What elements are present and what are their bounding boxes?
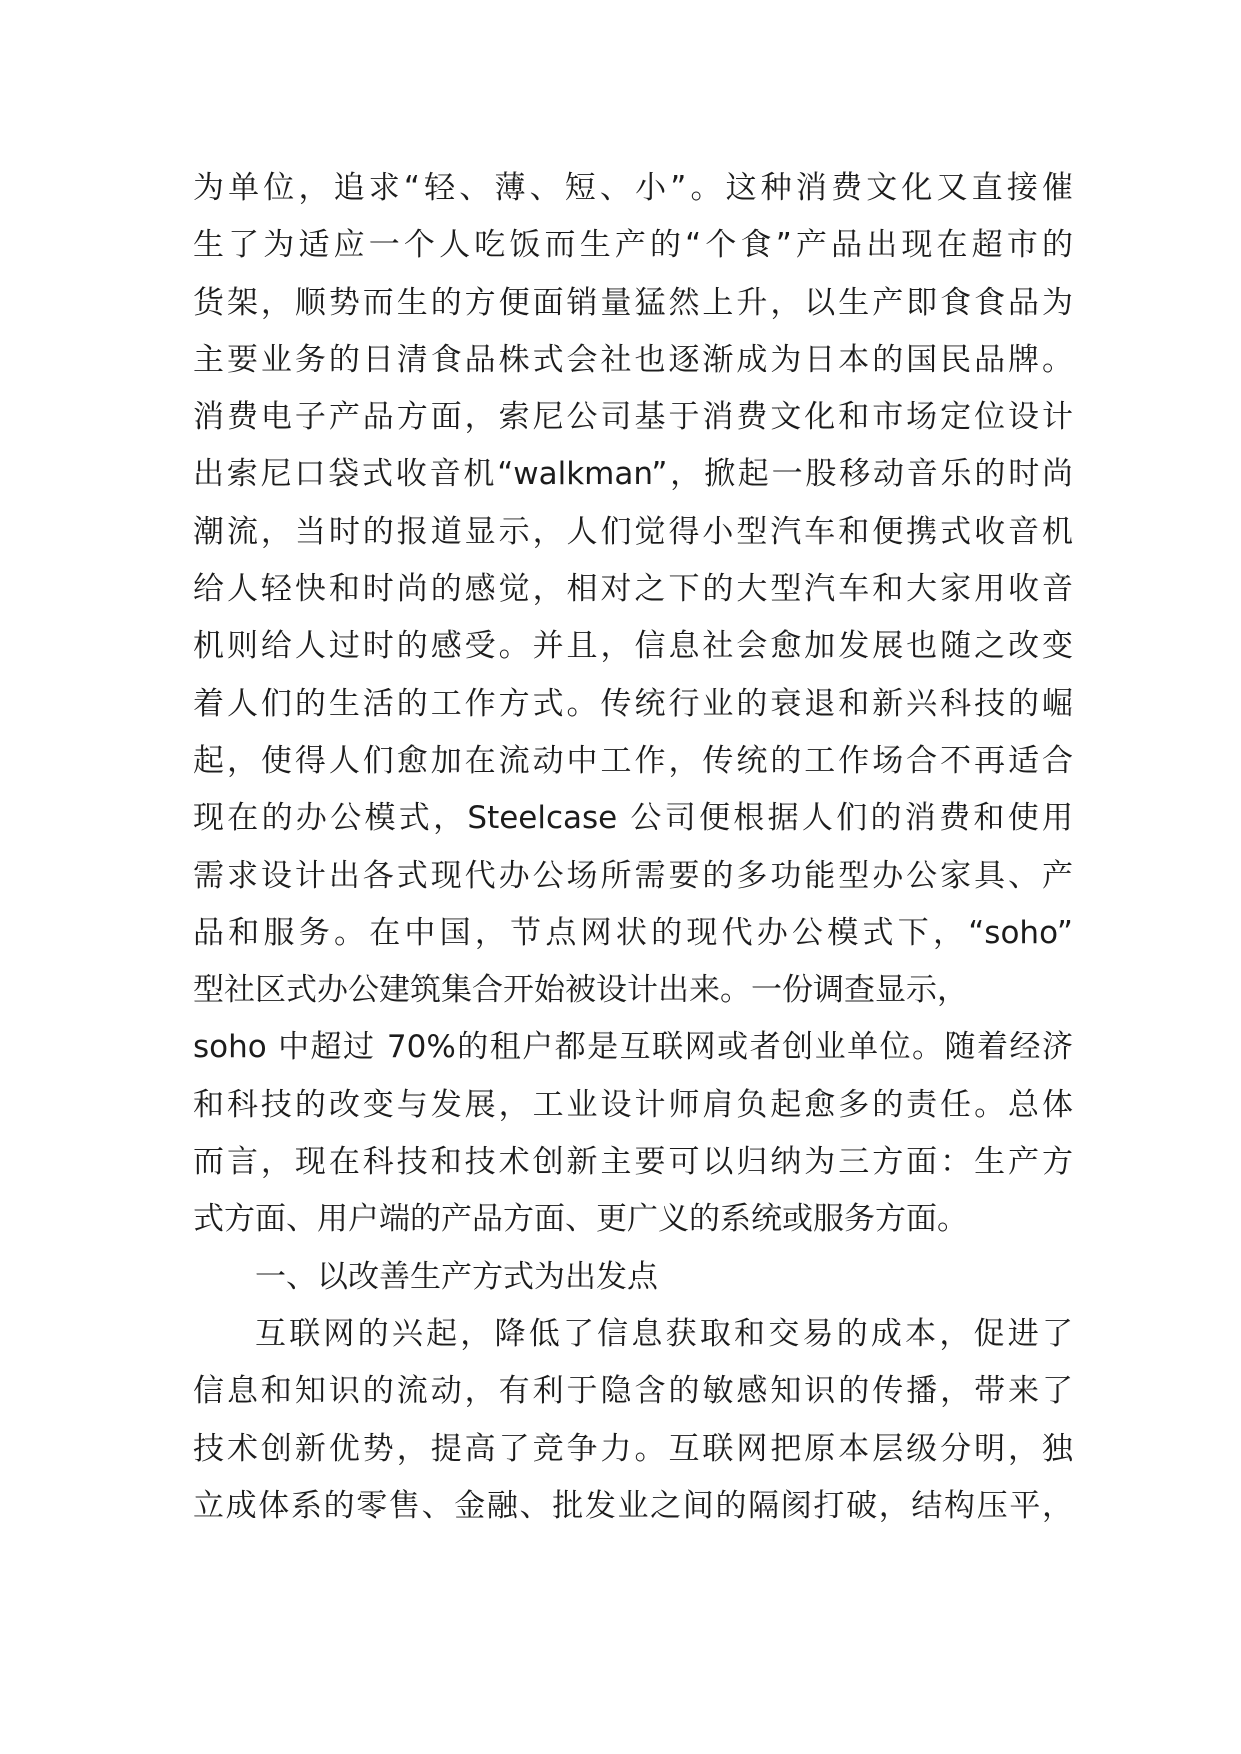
text-line: 出索尼口袋式收音机“walkman”，掀起一股移动音乐的时尚: [193, 456, 1073, 493]
text-line: 信息和知识的流动，有利于隐含的敏感知识的传播，带来了: [193, 1373, 1073, 1410]
text-line: 式方面、用户端的产品方面、更广义的系统或服务方面。: [193, 1201, 968, 1238]
section-heading: 一、以改善生产方式为出发点: [255, 1258, 658, 1295]
text-line: 品和服务。在中国，节点网状的现代办公模式下，“soho”: [193, 914, 1073, 951]
body-text: [193, 160, 1073, 1535]
text-line: 潮流，当时的报道显示，人们觉得小型汽车和便携式收音机: [193, 513, 1073, 550]
text-line: 互联网的兴起，降低了信息获取和交易的成本，促进了: [255, 1315, 1073, 1352]
text-line: 生了为适应一个人吃饭而生产的“个食”产品出现在超市的: [193, 227, 1073, 264]
text-line: 现在的办公模式，Steelcase 公司便根据人们的消费和使用: [193, 800, 1073, 837]
text-line: 和科技的改变与发展，工业设计师肩负起愈多的责任。总体: [193, 1086, 1073, 1123]
text-line: 货架，顺势而生的方便面销量猛然上升，以生产即食食品为: [193, 284, 1073, 321]
text-line: 立成体系的零售、金融、批发业之间的隔阂打破，结构压平，: [193, 1487, 1073, 1524]
text-line: 着人们的生活的工作方式。传统行业的衰退和新兴科技的崛: [193, 685, 1073, 722]
text-line: 消费电子产品方面，索尼公司基于消费文化和市场定位设计: [193, 399, 1073, 436]
text-line: 型社区式办公建筑集合开始被设计出来。一份调查显示，: [193, 972, 968, 1009]
text-line: 起，使得人们愈加在流动中工作，传统的工作场合不再适合: [193, 742, 1073, 779]
text-line: 为单位，追求“轻、薄、短、小”。这种消费文化又直接催: [193, 170, 1073, 206]
text-line: 给人轻快和时尚的感觉，相对之下的大型汽车和大家用收音: [193, 571, 1073, 608]
text-line: 需求设计出各式现代办公场所需要的多功能型办公家具、产: [193, 857, 1073, 894]
text-line: 而言，现在科技和技术创新主要可以归纳为三方面：生产方: [193, 1144, 1073, 1181]
text-line: soho 中超过 70%的租户都是互联网或者创业单位。随着经济: [193, 1029, 1073, 1066]
text-line: 机则给人过时的感受。并且，信息社会愈加发展也随之改变: [193, 628, 1073, 665]
text-line: 技术创新优势，提高了竞争力。互联网把原本层级分明，独: [193, 1430, 1073, 1467]
text-line: 主要业务的日清食品株式会社也逐渐成为日本的国民品牌。: [193, 341, 1073, 378]
